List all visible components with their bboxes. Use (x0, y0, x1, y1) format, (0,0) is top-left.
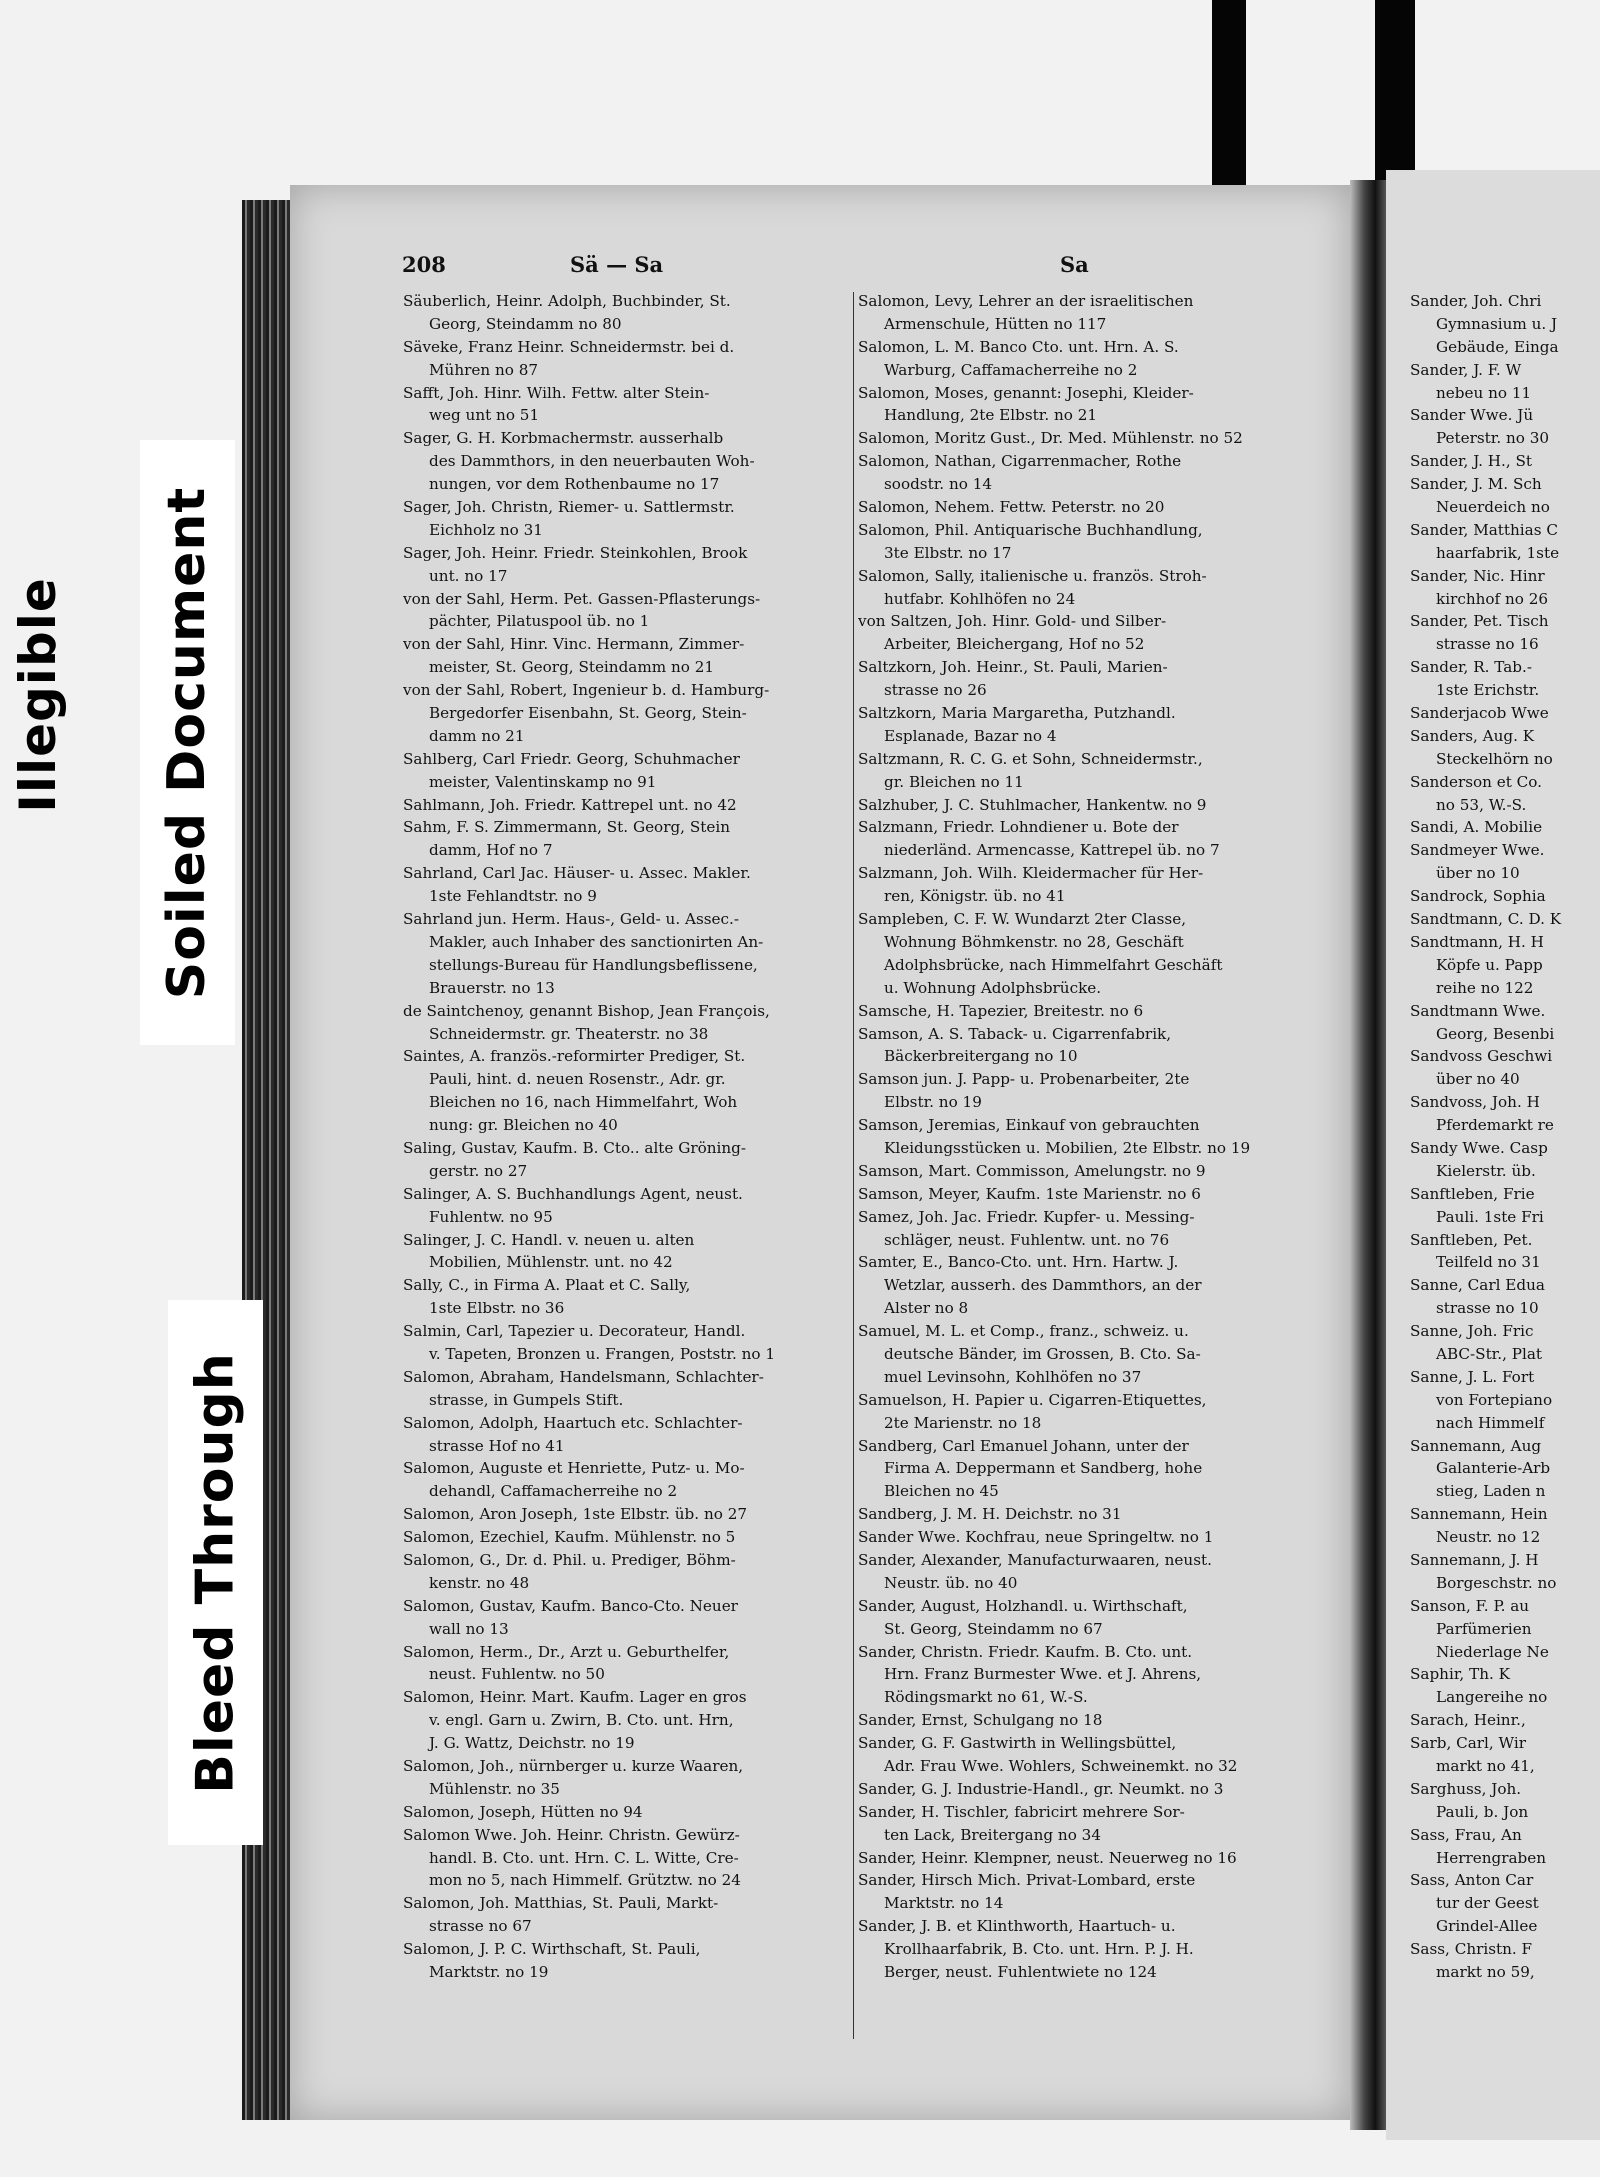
directory-entry-line: Sarghuss, Joh. (1410, 1779, 1522, 1798)
directory-entry-continuation: Marktstr. no 14 (884, 1894, 1004, 1913)
directory-entry-line: Sager, Joh. Christn, Riemer- u. Sattlermstr. (403, 498, 735, 517)
directory-entry-continuation: nung: gr. Bleichen no 40 (429, 1116, 618, 1135)
directory-entry-line: Saltzmann, R. C. G. et Sohn, Schneidermstr., (858, 749, 1203, 768)
directory-column-middle (858, 290, 1320, 1984)
directory-entry-line: Samez, Joh. Jac. Friedr. Kupfer- u. Messing- (858, 1207, 1195, 1226)
directory-entry-continuation: 1ste Erichstr. (1436, 681, 1540, 700)
directory-entry-line: Salomon, Joh. Matthias, St. Pauli, Markt- (403, 1894, 719, 1913)
directory-entry-continuation: Adr. Frau Wwe. Wohlers, Schweinemkt. no 32 (884, 1757, 1238, 1775)
directory-entry-line: von der Sahl, Hinr. Vinc. Hermann, Zimmer- (403, 635, 745, 654)
directory-entry-continuation: Firma A. Deppermann et Sandberg, hohe (884, 1459, 1203, 1478)
directory-entry-continuation: Borgeschstr. no (1436, 1573, 1557, 1592)
directory-entry-continuation: reihe no 122 (1436, 978, 1534, 997)
directory-entry-continuation: kenstr. no 48 (429, 1573, 530, 1592)
directory-entry-continuation: strasse, in Gumpels Stift. (429, 1390, 624, 1409)
directory-entry-continuation: Makler, auch Inhaber des sanctionirten An- (429, 932, 764, 951)
directory-entry-continuation: Pferdemarkt re (1436, 1116, 1554, 1135)
directory-entry-continuation: pächter, Pilatuspool üb. no 1 (429, 612, 650, 631)
directory-entry-continuation: Pauli, b. Jon (1436, 1802, 1529, 1821)
bookmark-ribbon (1212, 0, 1246, 190)
directory-entry-line: Sanderson et Co. (1410, 772, 1543, 791)
directory-entry-continuation: meister, Valentinskamp no 91 (429, 772, 657, 791)
directory-entry-line: Salomon, Joseph, Hütten no 94 (403, 1802, 643, 1821)
directory-entry-line: Sahm, F. S. Zimmermann, St. Georg, Stein (403, 818, 730, 837)
directory-entry-continuation: Wetzlar, ausserh. des Dammthors, an der (884, 1276, 1202, 1295)
directory-entry-continuation: gerstr. no 27 (429, 1161, 528, 1180)
directory-entry-line: Sally, C., in Firma A. Plaat et C. Sally, (403, 1276, 691, 1295)
directory-entry-continuation: nebeu no 11 (1436, 383, 1532, 402)
directory-entry-continuation: Fuhlentw. no 95 (429, 1207, 553, 1226)
directory-entry-continuation: Steckelhörn no (1436, 749, 1553, 768)
column-divider (853, 292, 854, 2039)
directory-entry-continuation: strasse no 16 (1436, 635, 1539, 654)
bleed-through-stamp-label: Bleed Through (185, 1351, 246, 1794)
directory-entry-continuation: hutfabr. Kohlhöfen no 24 (884, 589, 1076, 608)
directory-entry-line: Salomon, Sally, italienische u. französ. Stroh- (858, 566, 1207, 585)
directory-entry-continuation: Brauerstr. no 13 (429, 978, 555, 997)
directory-entry-line: Samuel, M. L. et Comp., franz., schweiz. u. (858, 1322, 1189, 1341)
directory-entry-line: Salomon, L. M. Banco Cto. unt. Hrn. A. S. (858, 337, 1179, 356)
directory-entry-continuation: Neuerdeich no (1436, 498, 1550, 517)
directory-entry-continuation: markt no 41, (1436, 1757, 1535, 1775)
directory-entry-line: Salzmann, Friedr. Lohndiener u. Bote der (858, 818, 1179, 837)
page-number: 208 (402, 252, 446, 277)
directory-entry-line: Sander, Christn. Friedr. Kaufm. B. Cto. unt. (858, 1642, 1193, 1661)
right-running-head: Sa (1060, 252, 1089, 277)
directory-entry-continuation: Bleichen no 45 (884, 1482, 999, 1501)
directory-entry-continuation: Galanterie-Arb (1436, 1459, 1551, 1478)
directory-entry-line: von Saltzen, Joh. Hinr. Gold- und Silber- (858, 612, 1167, 631)
directory-entry-line: Salomon, Levy, Lehrer an der israelitischen (858, 292, 1194, 310)
left-running-head: Sä — Sa (570, 252, 664, 277)
directory-entry-line: Samsche, H. Tapezier, Breitestr. no 6 (858, 1001, 1144, 1020)
directory-entry-line: Sander, J. M. Sch (1410, 475, 1542, 494)
directory-entry-continuation: Mühlenstr. no 35 (429, 1779, 560, 1798)
directory-entry-continuation: 3te Elbstr. no 17 (884, 543, 1012, 562)
directory-entry-line: Salomon, J. P. C. Wirthschaft, St. Pauli, (403, 1940, 701, 1959)
directory-entry-line: Sass, Anton Car (1410, 1871, 1534, 1890)
directory-entry-line: Sass, Frau, An (1410, 1825, 1522, 1844)
soiled-document-stamp (140, 440, 235, 1045)
directory-entry-continuation: deutsche Bänder, im Grossen, B. Cto. Sa- (884, 1344, 1201, 1363)
directory-entry-line: Sahlmann, Joh. Friedr. Kattrepel unt. no 42 (403, 795, 737, 814)
directory-entry-line: Sannemann, J. H (1410, 1550, 1539, 1569)
directory-entry-line: Sandmeyer Wwe. (1410, 841, 1545, 860)
directory-entry-continuation: Köpfe u. Papp (1436, 955, 1543, 974)
directory-entry-continuation: des Dammthors, in den neuerbauten Woh- (429, 452, 755, 471)
directory-entry-continuation: Alster no 8 (884, 1299, 969, 1318)
directory-entry-line: Samuelson, H. Papier u. Cigarren-Etiquettes, (858, 1390, 1207, 1409)
directory-entry-continuation: Schneidermstr. gr. Theaterstr. no 38 (429, 1024, 709, 1043)
directory-entry-continuation: Neustr. no 12 (1436, 1528, 1541, 1547)
directory-entry-continuation: strasse no 10 (1436, 1299, 1539, 1318)
directory-entry-continuation: Langereihe no (1436, 1688, 1548, 1707)
soiled-document-stamp-label: Soiled Document (157, 486, 218, 999)
directory-entry-continuation: ABC-Str., Plat (1436, 1344, 1542, 1363)
directory-entry-line: Sander, J. H., St (1410, 452, 1532, 471)
directory-entry-continuation: nach Himmelf (1436, 1413, 1545, 1432)
book-gutter (1350, 180, 1386, 2130)
directory-entry-line: Samson, Jeremias, Einkauf von gebrauchten (858, 1116, 1200, 1135)
directory-entry-line: Sander, J. B. et Klinthworth, Haartuch- u. (858, 1917, 1176, 1936)
directory-entry-line: Samson, Mart. Commisson, Amelungstr. no 9 (858, 1161, 1206, 1180)
directory-entry-continuation: 2te Marienstr. no 18 (884, 1413, 1042, 1432)
directory-entry-line: Salomon, Nehem. Fettw. Peterstr. no 20 (858, 498, 1165, 517)
directory-entry-line: Sanson, F. P. au (1410, 1596, 1530, 1615)
directory-entry-line: Salinger, A. S. Buchhandlungs Agent, neust. (403, 1184, 743, 1203)
directory-entry-line: Sandberg, J. M. H. Deichstr. no 31 (858, 1505, 1122, 1524)
directory-entry-line: Sander, Joh. Chri (1410, 292, 1542, 310)
directory-entry-continuation: gr. Bleichen no 11 (884, 772, 1024, 791)
directory-entry-line: Salomon, Adolph, Haartuch etc. Schlachter- (403, 1413, 743, 1432)
directory-entry-continuation: 1ste Fehlandtstr. no 9 (429, 887, 597, 906)
directory-entry-continuation: v. engl. Garn u. Zwirn, B. Cto. unt. Hrn, (429, 1711, 734, 1730)
directory-entry-continuation: Bergedorfer Eisenbahn, St. Georg, Stein- (429, 704, 747, 723)
directory-entry-continuation: Berger, neust. Fuhlentwiete no 124 (884, 1963, 1157, 1982)
directory-entry-continuation: St. Georg, Steindamm no 67 (884, 1619, 1103, 1638)
directory-entry-continuation: von Fortepiano (1436, 1390, 1553, 1409)
directory-entry-continuation: strasse Hof no 41 (429, 1436, 565, 1455)
directory-entry-continuation: Elbstr. no 19 (884, 1093, 982, 1112)
directory-entry-line: Sandberg, Carl Emanuel Johann, unter der (858, 1436, 1189, 1455)
directory-entry-continuation: Armenschule, Hütten no 117 (884, 314, 1107, 333)
directory-entry-line: von der Sahl, Herm. Pet. Gassen-Pflasterungs- (403, 589, 761, 608)
directory-entry-continuation: damm no 21 (429, 726, 525, 745)
directory-entry-continuation: weg unt no 51 (429, 406, 540, 425)
directory-entry-continuation: mon no 5, nach Himmelf. Grütztw. no 24 (429, 1871, 741, 1890)
directory-entry-line: Sahrland jun. Herm. Haus-, Geld- u. Assec.- (403, 910, 739, 929)
directory-entry-line: Sander, G. F. Gastwirth in Wellingsbüttel, (858, 1734, 1177, 1753)
directory-entry-line: Sahrland, Carl Jac. Häuser- u. Assec. Makler. (403, 864, 751, 883)
illegible-stamp-label: Illegible (8, 577, 67, 813)
directory-entry-line: Safft, Joh. Hinr. Wilh. Fettw. alter Stein- (403, 383, 710, 402)
directory-entry-line: Salomon, Aron Joseph, 1ste Elbstr. üb. no 27 (403, 1505, 748, 1524)
directory-entry-continuation: strasse no 26 (884, 681, 987, 700)
directory-entry-continuation: J. G. Wattz, Deichstr. no 19 (429, 1734, 635, 1753)
directory-entry-line: Sander, Ernst, Schulgang no 18 (858, 1711, 1103, 1730)
directory-entry-continuation: kirchhof no 26 (1436, 589, 1549, 608)
directory-entry-line: Sandrock, Sophia (1410, 887, 1546, 906)
directory-entry-continuation: no 53, W.-S. (1436, 795, 1527, 814)
illegible-stamp (10, 530, 65, 860)
directory-entry-line: Sander, Matthias C (1410, 520, 1558, 539)
directory-entry-line: Salomon, G., Dr. d. Phil. u. Prediger, Böhm- (403, 1550, 736, 1569)
directory-entry-line: Sander, Alexander, Manufacturwaaren, neust. (858, 1550, 1212, 1569)
directory-entry-line: Sandvoss, Joh. H (1410, 1093, 1540, 1112)
directory-entry-continuation: Mühren no 87 (429, 360, 539, 379)
directory-entry-line: von der Sahl, Robert, Ingenieur b. d. Hamburg- (403, 681, 770, 700)
directory-entry-line: Sannemann, Hein (1410, 1505, 1548, 1524)
directory-entry-continuation: Hrn. Franz Burmester Wwe. et J. Ahrens, (884, 1665, 1202, 1684)
directory-entry-continuation: v. Tapeten, Bronzen u. Frangen, Poststr. no 1 (429, 1344, 776, 1363)
directory-entry-line: Sander, J. F. W (1410, 360, 1522, 379)
directory-entry-continuation: Neustr. üb. no 40 (884, 1573, 1018, 1592)
directory-entry-continuation: Bäckerbreitergang no 10 (884, 1047, 1078, 1066)
directory-entry-continuation: Arbeiter, Bleichergang, Hof no 52 (884, 635, 1145, 654)
directory-entry-line: Sandtmann, C. D. K (1410, 910, 1562, 929)
directory-entry-continuation: ren, Königstr. üb. no 41 (884, 887, 1066, 906)
directory-entry-continuation: schläger, neust. Fuhlentw. unt. no 76 (884, 1230, 1170, 1249)
directory-entry-line: Salzmann, Joh. Wilh. Kleidermacher für Her- (858, 864, 1204, 883)
directory-column-facing-page (1410, 290, 1600, 1984)
directory-entry-continuation: Pauli, hint. d. neuen Rosenstr., Adr. gr. (429, 1070, 726, 1089)
directory-entry-line: de Saintchenoy, genannt Bishop, Jean François, (403, 1001, 770, 1020)
directory-entry-continuation: Mobilien, Mühlenstr. unt. no 42 (429, 1253, 673, 1272)
directory-entry-line: Sandi, A. Mobilie (1410, 818, 1543, 837)
directory-entry-continuation: soodstr. no 14 (884, 475, 993, 494)
directory-entry-continuation: neust. Fuhlentw. no 50 (429, 1665, 605, 1684)
directory-entry-continuation: Herrengraben (1436, 1848, 1547, 1867)
directory-entry-line: Saltzkorn, Maria Margaretha, Putzhandl. (858, 704, 1176, 723)
directory-entry-line: Salomon, Gustav, Kaufm. Banco-Cto. Neuer (403, 1596, 738, 1615)
directory-entry-line: Säveke, Franz Heinr. Schneidermstr. bei d. (403, 337, 735, 356)
bleed-through-stamp (168, 1300, 263, 1845)
directory-entry-line: Sarb, Carl, Wir (1410, 1734, 1527, 1753)
directory-entry-continuation: Georg, Steindamm no 80 (429, 314, 622, 333)
directory-entry-line: Salomon, Herm., Dr., Arzt u. Geburthelfer, (403, 1642, 730, 1661)
directory-entry-line: Sass, Christn. F (1410, 1940, 1533, 1959)
directory-entry-line: Salzhuber, J. C. Stuhlmacher, Hankentw. no 9 (858, 795, 1207, 814)
directory-entry-continuation: 1ste Elbstr. no 36 (429, 1299, 565, 1318)
directory-entry-line: Salomon, Moritz Gust., Dr. Med. Mühlenstr. no 52 (858, 429, 1243, 448)
directory-entry-line: Salomon, Auguste et Henriette, Putz- u. Mo- (403, 1459, 745, 1478)
directory-entry-continuation: wall no 13 (429, 1619, 509, 1638)
directory-entry-continuation: Krollhaarfabrik, B. Cto. unt. Hrn. P. J. H. (884, 1940, 1194, 1959)
directory-entry-continuation: Niederlage Ne (1436, 1642, 1549, 1661)
directory-entry-line: Sander, Hirsch Mich. Privat-Lombard, erste (858, 1871, 1196, 1890)
directory-entry-continuation: Eichholz no 31 (429, 520, 543, 539)
directory-entry-line: Sannemann, Aug (1410, 1436, 1542, 1455)
directory-entry-continuation: Handlung, 2te Elbstr. no 21 (884, 406, 1098, 425)
directory-entry-line: Saling, Gustav, Kaufm. B. Cto.. alte Gröning- (403, 1138, 747, 1157)
directory-entry-line: Sander, R. Tab.- (1410, 658, 1532, 677)
directory-entry-line: Sander, Heinr. Klempner, neust. Neuerweg no 16 (858, 1848, 1237, 1867)
directory-entry-line: Sanders, Aug. K (1410, 726, 1535, 745)
directory-entry-line: Samson, A. S. Taback- u. Cigarrenfabrik, (858, 1024, 1172, 1043)
directory-entry-continuation: über no 40 (1436, 1070, 1520, 1089)
directory-entry-continuation: tur der Geest (1436, 1894, 1539, 1913)
directory-entry-line: Sahlberg, Carl Friedr. Georg, Schuhmacher (403, 749, 740, 768)
directory-entry-continuation: niederländ. Armencasse, Kattrepel üb. no 7 (884, 841, 1220, 860)
directory-entry-line: Sanftleben, Frie (1410, 1184, 1535, 1203)
directory-entry-continuation: über no 10 (1436, 864, 1520, 883)
directory-entry-line: Sander, G. J. Industrie-Handl., gr. Neumkt. no 3 (858, 1779, 1224, 1798)
directory-entry-line: Sandtmann, H. H (1410, 932, 1544, 951)
directory-entry-continuation: markt no 59, (1436, 1963, 1535, 1982)
directory-entry-line: Sager, Joh. Heinr. Friedr. Steinkohlen, Brook (403, 543, 748, 562)
directory-entry-line: Säuberlich, Heinr. Adolph, Buchbinder, St. (403, 292, 731, 310)
directory-entry-line: Samter, E., Banco-Cto. unt. Hrn. Hartw. J. (858, 1253, 1179, 1272)
directory-entry-continuation: Esplanade, Bazar no 4 (884, 726, 1057, 745)
directory-entry-line: Salomon, Heinr. Mart. Kaufm. Lager en gros (403, 1688, 747, 1707)
directory-entry-continuation: Pauli. 1ste Fri (1436, 1207, 1544, 1226)
directory-entry-line: Sarach, Heinr., (1410, 1711, 1526, 1730)
directory-entry-line: Salomon, Nathan, Cigarrenmacher, Rothe (858, 452, 1182, 471)
directory-entry-continuation: muel Levinsohn, Kohlhöfen no 37 (884, 1367, 1142, 1386)
directory-entry-line: Salmin, Carl, Tapezier u. Decorateur, Handl. (403, 1322, 746, 1341)
directory-entry-line: Sander Wwe. Kochfrau, neue Springeltw. no 1 (858, 1528, 1214, 1547)
directory-entry-line: Sandtmann Wwe. (1410, 1001, 1546, 1020)
directory-entry-continuation: Rödingsmarkt no 61, W.-S. (884, 1688, 1088, 1707)
directory-entry-continuation: Grindel-Allee (1436, 1917, 1538, 1936)
directory-entry-line: Sampleben, C. F. W. Wundarzt 2ter Classe, (858, 910, 1187, 929)
directory-entry-line: Salomon, Abraham, Handelsmann, Schlachter- (403, 1367, 764, 1386)
directory-entry-continuation: Kielerstr. üb. (1436, 1161, 1536, 1180)
directory-entry-continuation: Bleichen no 16, nach Himmelfahrt, Woh (429, 1093, 738, 1112)
bookmark-ribbon (1375, 0, 1415, 190)
directory-entry-line: Salomon, Joh., nürnberger u. kurze Waaren, (403, 1757, 744, 1775)
directory-entry-continuation: Wohnung Böhmkenstr. no 28, Geschäft (884, 932, 1184, 951)
directory-entry-line: Salomon, Moses, genannt: Josephi, Kleider- (858, 383, 1194, 402)
directory-entry-continuation: Peterstr. no 30 (1436, 429, 1550, 448)
directory-entry-continuation: ten Lack, Breitergang no 34 (884, 1825, 1102, 1844)
directory-entry-line: Sandvoss Geschwi (1410, 1047, 1553, 1066)
directory-entry-line: Saintes, A. französ.-reformirter Prediger, St. (403, 1047, 746, 1066)
directory-entry-continuation: Georg, Besenbi (1436, 1024, 1555, 1043)
directory-entry-continuation: handl. B. Cto. unt. Hrn. C. L. Witte, Cre- (429, 1848, 739, 1867)
directory-entry-continuation: Kleidungsstücken u. Mobilien, 2te Elbstr. no 19 (884, 1138, 1251, 1157)
directory-entry-line: Sander Wwe. Jü (1410, 406, 1534, 425)
directory-entry-line: Salomon, Phil. Antiquarische Buchhandlung, (858, 520, 1203, 539)
directory-column-left (403, 290, 851, 1984)
directory-entry-continuation: dehandl, Caffamacherreihe no 2 (429, 1482, 678, 1501)
directory-entry-line: Sager, G. H. Korbmachermstr. ausserhalb (403, 429, 724, 448)
directory-entry-continuation: stieg, Laden n (1436, 1482, 1546, 1501)
directory-entry-continuation: Parfümerien (1436, 1619, 1532, 1638)
directory-entry-continuation: haarfabrik, 1ste (1436, 543, 1560, 562)
directory-entry-continuation: Warburg, Caffamacherreihe no 2 (884, 360, 1138, 379)
directory-entry-continuation: meister, St. Georg, Steindamm no 21 (429, 658, 715, 677)
directory-entry-continuation: nungen, vor dem Rothenbaume no 17 (429, 475, 720, 494)
directory-entry-line: Saltzkorn, Joh. Heinr., St. Pauli, Marien- (858, 658, 1168, 677)
directory-entry-line: Sandy Wwe. Casp (1410, 1138, 1548, 1157)
directory-entry-continuation: damm, Hof no 7 (429, 841, 553, 860)
directory-entry-line: Samson jun. J. Papp- u. Probenarbeiter, 2te (858, 1070, 1190, 1089)
directory-entry-continuation: Teilfeld no 31 (1436, 1253, 1541, 1272)
directory-entry-line: Samson, Meyer, Kaufm. 1ste Marienstr. no 6 (858, 1184, 1201, 1203)
directory-entry-continuation: Marktstr. no 19 (429, 1963, 549, 1982)
directory-entry-continuation: unt. no 17 (429, 566, 508, 585)
directory-entry-line: Saphir, Th. K (1410, 1665, 1510, 1684)
directory-entry-line: Sanftleben, Pet. (1410, 1230, 1533, 1249)
directory-entry-line: Sanne, J. L. Fort (1410, 1367, 1535, 1386)
directory-entry-continuation: Gymnasium u. J (1436, 314, 1558, 333)
directory-entry-line: Sanderjacob Wwe (1410, 704, 1549, 723)
directory-entry-continuation: stellungs-Bureau für Handlungsbeflissene, (429, 955, 758, 974)
directory-entry-line: Sander, Pet. Tisch (1410, 612, 1549, 631)
directory-entry-line: Sander, Nic. Hinr (1410, 566, 1545, 585)
directory-entry-continuation: Adolphsbrücke, nach Himmelfahrt Geschäft (884, 955, 1223, 974)
directory-entry-continuation: u. Wohnung Adolphsbrücke. (884, 978, 1102, 997)
directory-entry-line: Salomon Wwe. Joh. Heinr. Christn. Gewürz- (403, 1825, 740, 1844)
directory-entry-line: Salomon, Ezechiel, Kaufm. Mühlenstr. no 5 (403, 1528, 736, 1547)
directory-entry-line: Salinger, J. C. Handl. v. neuen u. alten (403, 1230, 695, 1249)
directory-entry-line: Sanne, Carl Edua (1410, 1276, 1545, 1295)
directory-entry-line: Sander, August, Holzhandl. u. Wirthschaft, (858, 1596, 1188, 1615)
directory-entry-continuation: strasse no 67 (429, 1917, 532, 1936)
directory-entry-continuation: Gebäude, Einga (1436, 337, 1559, 356)
directory-entry-line: Sanne, Joh. Fric (1410, 1322, 1534, 1341)
directory-entry-line: Sander, H. Tischler, fabricirt mehrere Sor- (858, 1802, 1185, 1821)
